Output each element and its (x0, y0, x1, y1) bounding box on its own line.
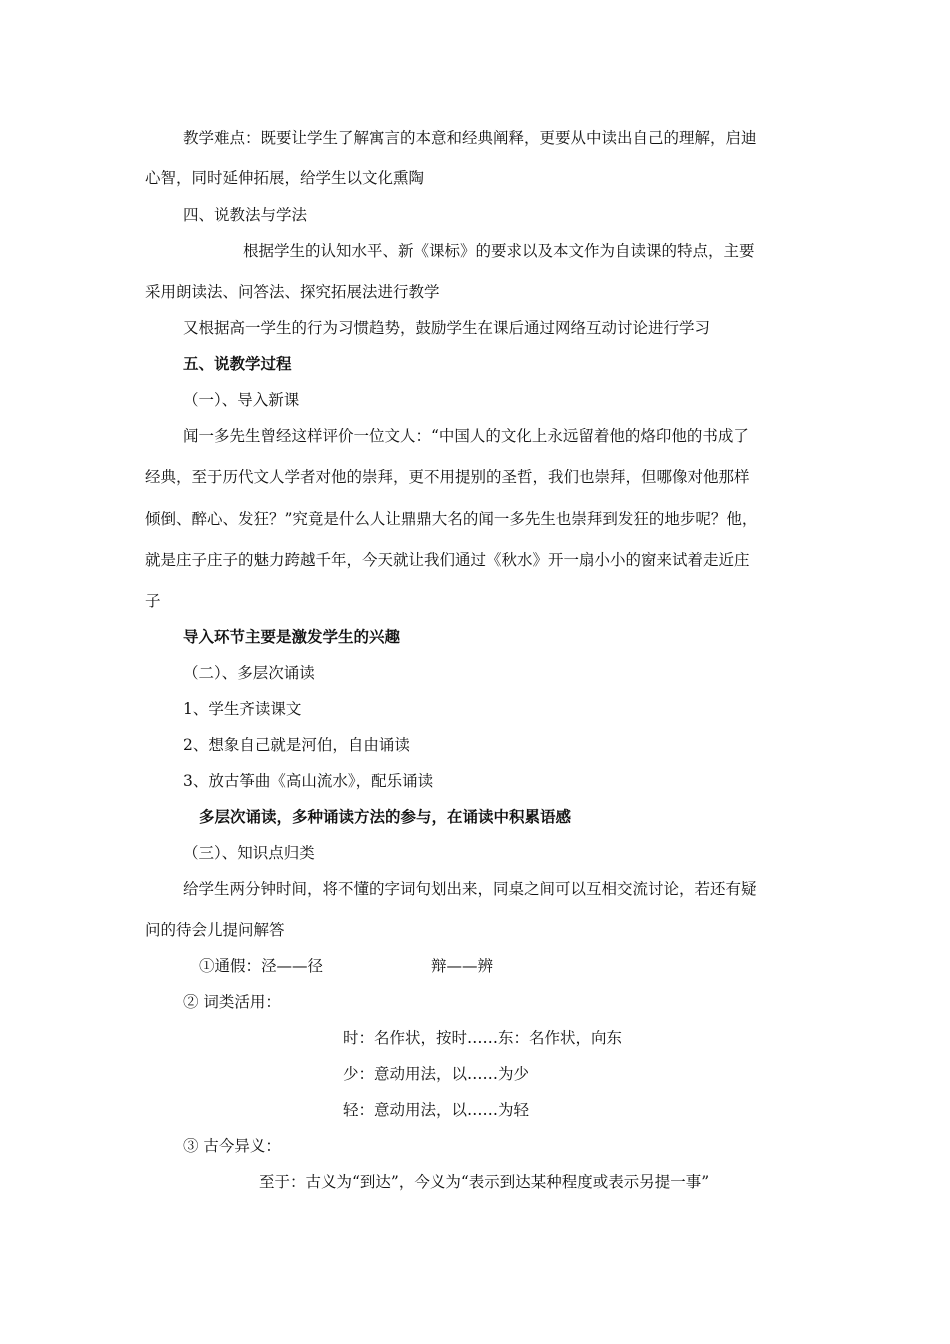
intro-subheading: （一）、导入新课 (183, 391, 300, 409)
method-heading: 四、说教法与学法 (183, 206, 308, 224)
cilei-item-1: 时：名作状，按时……东：名作状，向东 (343, 1029, 623, 1047)
reading-item-3: 3、放古筝曲《高山流水》，配乐诵读 (183, 772, 434, 790)
method-line-3: 又根据高一学生的行为习惯趋势，鼓励学生在课后通过网络互动讨论进行学习 (183, 319, 711, 337)
cilei-item-2: 少：意动用法，以……为少 (343, 1065, 530, 1083)
gujin-label: ③ 古今异义： (183, 1137, 281, 1155)
tongjia-label: ①通假：泾——径 (199, 957, 324, 975)
intro-paragraph-2: 经典，至于历代文人学者对他的崇拜，更不用提别的圣哲，我们也崇拜，但哪像对他那样 (145, 468, 750, 486)
gujin-item-1: 至于：古义为“到达”，今义为“表示到达某种程度或表示另提一事” (259, 1173, 710, 1191)
reading-subheading: （二）、多层次诵读 (183, 664, 315, 682)
intro-note: 导入环节主要是激发学生的兴趣 (183, 628, 401, 646)
difficulty-line-1: 教学难点：既要让学生了解寓言的本意和经典阐释，更要从中读出自己的理解，启迪 (183, 129, 757, 147)
reading-item-1: 1、学生齐读课文 (183, 700, 302, 718)
knowledge-paragraph-2: 问的待会儿提问解答 (145, 921, 285, 939)
method-line-1: 根据学生的认知水平、新《课标》的要求以及本文作为自读课的特点，主要 (243, 242, 755, 260)
intro-paragraph-3: 倾倒、醉心、发狂？”究竟是什么人让鼎鼎大名的闻一多先生也崇拜到发狂的地步呢？他， (145, 510, 758, 528)
tongjia-item-b: 辩——辨 (431, 957, 494, 975)
reading-item-2: 2、想象自己就是河伯，自由诵读 (183, 736, 410, 754)
difficulty-line-2: 心智，同时延伸拓展，给学生以文化熏陶 (145, 169, 425, 187)
process-heading: 五、说教学过程 (183, 355, 292, 373)
cilei-label: ② 词类活用： (183, 993, 281, 1011)
intro-paragraph-4: 就是庄子庄子的魅力跨越千年，今天就让我们通过《秋水》开一扇小小的窗来试着走近庄 (145, 551, 750, 569)
cilei-item-3: 轻：意动用法，以……为轻 (343, 1101, 530, 1119)
reading-note: 多层次诵读，多种诵读方法的参与，在诵读中积累语感 (199, 808, 572, 826)
knowledge-paragraph-1: 给学生两分钟时间，将不懂的字词句划出来，同桌之间可以互相交流讨论，若还有疑 (183, 880, 757, 898)
intro-paragraph-1: 闻一多先生曾经这样评价一位文人：“中国人的文化上永远留着他的烙印他的书成了 (183, 427, 749, 445)
method-line-2: 采用朗读法、问答法、探究拓展法进行教学 (145, 283, 440, 301)
intro-paragraph-5: 子 (145, 592, 161, 610)
knowledge-subheading: （三）、知识点归类 (183, 844, 315, 862)
